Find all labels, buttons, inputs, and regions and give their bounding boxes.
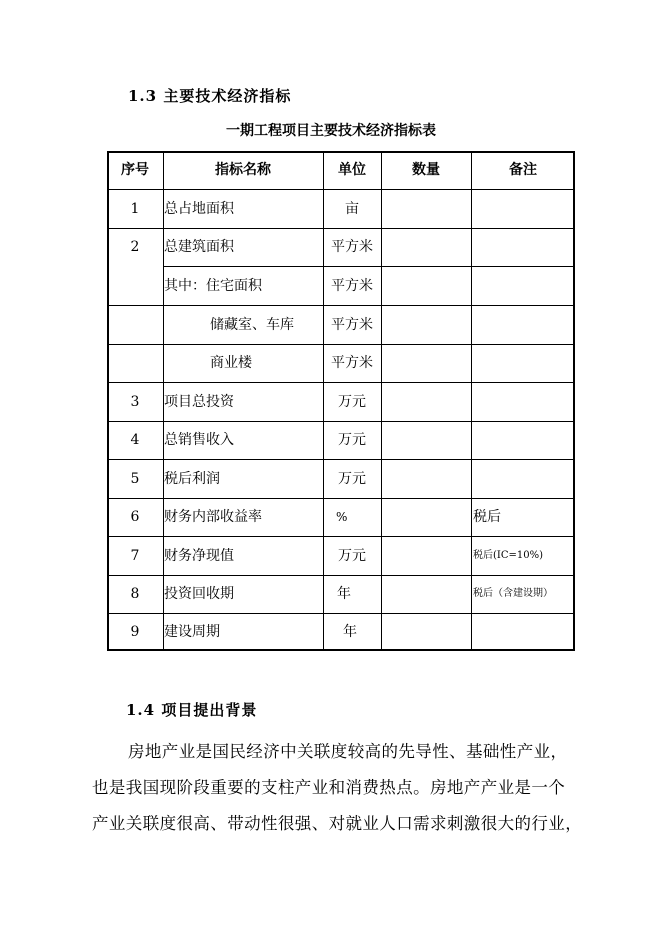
row-no: 1 (130, 200, 140, 217)
row-name: 总占地面积 (164, 200, 234, 217)
row-divider (107, 344, 575, 345)
row-unit: 万元 (338, 547, 366, 564)
indicator-table (107, 151, 575, 651)
row-divider (107, 575, 575, 576)
row-name: 其中：住宅面积 (164, 277, 262, 294)
table-title: 一期工程项目主要技术经济指标表 (226, 123, 436, 139)
header-unit: 单位 (338, 162, 366, 178)
row-divider (107, 459, 575, 460)
row-name: 投资回收期 (164, 586, 234, 602)
row-divider (107, 382, 575, 383)
row-unit: 平方米 (331, 277, 373, 294)
row-name: 总建筑面积 (164, 239, 234, 255)
row-unit: 万元 (338, 470, 366, 487)
row-name: 项目总投资 (164, 393, 234, 410)
row-note: 税后 (473, 509, 501, 525)
row-name: 总销售收入 (164, 432, 234, 448)
row-divider (107, 228, 575, 229)
row-note: 税后（含建设期） (473, 588, 553, 599)
row-no: 7 (130, 547, 140, 564)
row-divider (107, 536, 575, 537)
row-divider (107, 498, 575, 499)
row-no: 2 (130, 239, 140, 255)
row-unit: 平方米 (331, 316, 373, 333)
row-name: 财务净现值 (164, 547, 234, 564)
row-no: 5 (130, 470, 140, 487)
row-unit: 年 (337, 586, 351, 602)
header-name: 指标名称 (215, 162, 271, 178)
row-name: 商业楼 (210, 355, 252, 371)
section-heading-1-4: 1.4 项目提出背景 (126, 701, 258, 719)
table-bottom-border (107, 649, 575, 651)
column-divider (163, 151, 164, 651)
row-no: 9 (130, 624, 140, 640)
body-paragraph-line: 产业关联度很高、带动性很强、对就业人口需求刺激很大的行业， (92, 814, 583, 833)
body-paragraph-line: 房地产业是国民经济中关联度较高的先导性、基础性产业， (128, 742, 568, 761)
row-unit: % (336, 510, 348, 524)
row-no: 8 (130, 586, 140, 602)
column-divider (323, 151, 324, 651)
row-name: 储藏室、车库 (210, 316, 294, 333)
table-top-border (107, 151, 575, 153)
header-qty: 数量 (412, 162, 440, 178)
row-no: 3 (130, 393, 140, 410)
section-heading-1-3: 1.3 主要技术经济指标 (128, 87, 292, 105)
row-divider (107, 421, 575, 422)
table-left-border (107, 151, 109, 651)
table-right-border (573, 151, 575, 651)
column-divider (471, 151, 472, 651)
row-name: 建设周期 (164, 624, 220, 640)
row-name: 税后利润 (164, 470, 220, 487)
row-unit: 万元 (338, 432, 366, 448)
row-note: 税后(IC=10%) (473, 549, 544, 561)
row-divider (163, 266, 575, 267)
row-no: 4 (130, 432, 140, 448)
row-unit: 平方米 (331, 239, 373, 255)
row-divider (107, 305, 575, 306)
row-no: 6 (130, 509, 140, 525)
row-name: 财务内部收益率 (164, 509, 262, 525)
row-unit: 万元 (338, 393, 366, 410)
header-no: 序号 (121, 162, 149, 178)
row-divider (107, 189, 575, 190)
row-unit: 亩 (345, 200, 359, 217)
row-unit: 平方米 (331, 355, 373, 371)
column-divider (381, 151, 382, 651)
row-divider (107, 613, 575, 614)
body-paragraph-line: 也是我国现阶段重要的支柱产业和消费热点。房地产产业是一个 (92, 778, 566, 797)
row-unit: 年 (343, 624, 357, 640)
header-note: 备注 (509, 162, 537, 178)
